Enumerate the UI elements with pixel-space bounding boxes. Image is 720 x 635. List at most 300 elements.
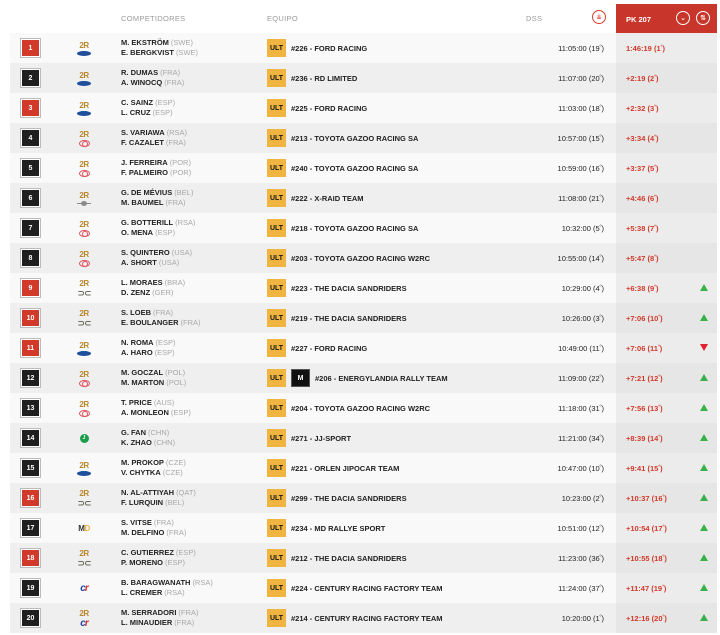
- 2r-logo-icon: 2R: [79, 549, 89, 558]
- driver-name[interactable]: N. AL-ATTIYAH: [121, 488, 175, 497]
- 2r-logo-icon: 2R: [79, 190, 89, 200]
- toyota-logo-icon: [79, 410, 90, 417]
- checkpoint-time: +2:19 $(2^º)$: [626, 74, 659, 83]
- vehicle-logos: [72, 306, 96, 330]
- team-cell: [267, 129, 418, 147]
- checkpoint-time: +10:55 $(18^º)$: [626, 554, 667, 563]
- driver-nationality: (ESP): [155, 98, 176, 107]
- team-name: #271 - JJ-SPORT: [291, 433, 352, 443]
- dacia-logo-icon: ⊃⊂: [77, 288, 91, 298]
- 2r-logo-icon: 2R: [79, 399, 89, 409]
- codriver-nationality: (FRA): [166, 528, 187, 537]
- competitors: [121, 248, 192, 268]
- checkpoint-time: +8:39 $(14^º)$: [626, 434, 663, 443]
- table-row[interactable]: [10, 363, 717, 393]
- competitors: [121, 188, 193, 208]
- table-row[interactable]: [10, 333, 717, 363]
- trend-up-icon: [700, 614, 708, 621]
- rank-badge: 4: [21, 129, 40, 147]
- rank-badge: 15: [21, 459, 40, 477]
- dacia-logo-icon: ⊃⊂: [77, 318, 91, 328]
- vehicle-logos: [72, 426, 96, 450]
- team-cell: [267, 519, 385, 537]
- codriver-name[interactable]: A. HARO: [121, 348, 153, 357]
- category-badge: ULT: [267, 609, 286, 627]
- vehicle-logos: [72, 216, 96, 240]
- team-name: #214 - CENTURY RACING FACTORY TEAM: [291, 613, 443, 623]
- team-cell: [267, 549, 407, 567]
- competitors: [121, 278, 185, 298]
- rank-badge: 7: [21, 219, 40, 237]
- checkpoint-time: +7:21 $(12^º)$: [626, 374, 663, 383]
- team-cell: [267, 399, 430, 417]
- ford-logo-icon: [77, 111, 91, 116]
- table-row[interactable]: [10, 33, 717, 63]
- mini-logo-icon: [77, 201, 91, 206]
- vehicle-logos: [72, 606, 96, 630]
- trend-up-icon: [700, 554, 708, 561]
- ford-logo-icon: [77, 351, 91, 356]
- team-name: #224 - CENTURY RACING FACTORY TEAM: [291, 583, 443, 593]
- ford-logo-icon: [77, 81, 91, 86]
- checkpoint-time: +10:37 $(16^º)$: [626, 494, 667, 503]
- checkpoint-time: +6:38 $(9^º)$: [626, 284, 659, 293]
- dss-sort-icon[interactable]: ⇊: [592, 10, 606, 24]
- table-row[interactable]: [10, 183, 717, 213]
- codriver-name[interactable]: F. PALMEIRO: [121, 168, 168, 177]
- codriver-name[interactable]: M. BAUMEL: [121, 198, 164, 207]
- driver-nationality: (FRA): [178, 608, 199, 617]
- trend-up-icon: [700, 314, 708, 321]
- dss-time: 11:18:00 $(31^º)$: [558, 404, 604, 413]
- jj-logo-icon: J: [80, 434, 89, 443]
- 2r-logo-icon: 2R: [79, 70, 89, 80]
- 2r-logo-icon: 2R: [79, 608, 89, 618]
- team-cell: [267, 429, 351, 447]
- rank-badge: 5: [21, 159, 40, 177]
- 2r-logo-icon: 2R: [79, 249, 89, 259]
- dss-time: 10:59:00 $(16^º)$: [557, 164, 604, 173]
- trend-down-icon: [700, 344, 708, 351]
- team-name: #234 - MD RALLYE SPORT: [291, 523, 386, 533]
- team-cell: [267, 279, 407, 297]
- driver-nationality: (AUS): [153, 398, 175, 407]
- codriver-name[interactable]: L. CRUZ: [121, 108, 151, 117]
- competitors: [121, 128, 187, 148]
- table-row[interactable]: [10, 93, 717, 123]
- rank-badge: 16: [21, 489, 40, 507]
- dss-time: 10:51:00 $(12^º)$: [557, 524, 604, 533]
- dss-time: 10:20:00 $(1^º)$: [561, 614, 604, 623]
- codriver-nationality: (POR): [169, 168, 192, 177]
- table-row[interactable]: [10, 153, 717, 183]
- category-badge: ULT: [267, 369, 286, 387]
- column-header-team: EQUIPO: [267, 14, 298, 23]
- rank-badge: 18: [21, 549, 40, 567]
- 2r-logo-icon: 2R: [79, 40, 89, 50]
- driver-nationality: (RSA): [192, 578, 213, 587]
- rank-badge: 10: [21, 309, 40, 327]
- rank-badge: 19: [21, 579, 40, 597]
- team-name: #212 - THE DACIA SANDRIDERS: [291, 553, 407, 563]
- team-cell: [267, 249, 430, 267]
- checkpoint-time: +3:37 $(5^º)$: [626, 164, 659, 173]
- category-badge: ULT: [267, 579, 286, 597]
- table-row[interactable]: [10, 513, 717, 543]
- 2r-logo-icon: 2R: [79, 129, 89, 139]
- codriver-nationality: (ESP): [170, 408, 191, 417]
- table-row[interactable]: [10, 393, 717, 423]
- driver-nationality: (POR): [169, 158, 191, 167]
- team-cell: [267, 159, 418, 177]
- codriver-nationality: (FRA): [180, 318, 201, 327]
- vehicle-logos: [72, 396, 96, 420]
- rank-badge: 1: [21, 39, 40, 57]
- category-badge: ULT: [267, 249, 286, 267]
- trend-up-icon: [700, 284, 708, 291]
- team-cell: [267, 219, 418, 237]
- codriver-nationality: (FRA): [165, 138, 186, 147]
- vehicle-logos: [72, 66, 96, 90]
- competitors: [121, 488, 196, 508]
- secondary-badge: M: [291, 369, 310, 387]
- team-name: #225 - FORD RACING: [291, 103, 368, 113]
- rank-badge: 17: [21, 519, 40, 537]
- 2r-logo-icon: 2R: [79, 489, 89, 498]
- driver-name[interactable]: L. MORAES: [121, 278, 163, 287]
- toyota-logo-icon: [79, 140, 90, 147]
- team-name: #223 - THE DACIA SANDRIDERS: [291, 283, 407, 293]
- ford-logo-icon: [77, 51, 91, 56]
- 2r-logo-icon: 2R: [79, 309, 89, 318]
- competitors: [121, 158, 191, 178]
- driver-nationality: (SWE): [170, 38, 194, 47]
- team-cell: [267, 39, 367, 57]
- driver-name[interactable]: M. PROKOP: [121, 458, 164, 467]
- checkpoint-header: [616, 4, 717, 33]
- category-badge: ULT: [267, 459, 286, 477]
- driver-name[interactable]: B. BARAGWANATH: [121, 578, 191, 587]
- rank-badge: 14: [21, 429, 40, 447]
- dacia-logo-icon: ⊃⊂: [77, 558, 91, 568]
- codriver-name[interactable]: A. WINOCQ: [121, 78, 163, 87]
- team-name: #213 - TOYOTA GAZOO RACING SA: [291, 133, 419, 143]
- codriver-name[interactable]: F. LURQUIN: [121, 498, 164, 507]
- driver-nationality: (QAT): [176, 488, 196, 497]
- driver-nationality: (ESP): [155, 338, 176, 347]
- codriver-name[interactable]: M. DELFINO: [121, 528, 165, 537]
- table-row[interactable]: [10, 213, 717, 243]
- competitors: [121, 98, 175, 118]
- table-row[interactable]: [10, 573, 717, 603]
- vehicle-logos: [72, 336, 96, 360]
- rank-badge: 3: [21, 99, 40, 117]
- trend-up-icon: [700, 404, 708, 411]
- competitors: [121, 38, 198, 58]
- category-badge: ULT: [267, 39, 286, 57]
- 2r-logo-icon: 2R: [79, 369, 89, 379]
- codriver-name[interactable]: K. ZHAO: [121, 438, 152, 447]
- dss-time: 10:32:00 $(5^º)$: [561, 224, 604, 233]
- dss-time: 11:07:00 $(20^º)$: [558, 74, 604, 83]
- category-badge: ULT: [267, 519, 286, 537]
- trend-up-icon: [700, 494, 708, 501]
- driver-name[interactable]: S. LOEB: [121, 308, 152, 317]
- md-logo-icon: MD: [78, 523, 90, 533]
- competitors: [121, 338, 176, 358]
- driver-nationality: (FRA): [153, 308, 174, 317]
- codriver-nationality: (POL): [166, 378, 187, 387]
- driver-name[interactable]: J. FERREIRA: [121, 158, 168, 167]
- checkpoint-time: +7:06 $(10^º)$: [626, 314, 663, 323]
- trend-up-icon: [700, 584, 708, 591]
- driver-name[interactable]: M. SERRADORI: [121, 608, 177, 617]
- table-row[interactable]: [10, 423, 717, 453]
- team-cell: [267, 609, 443, 627]
- codriver-name[interactable]: E. BOULANGER: [121, 318, 179, 327]
- checkpoint-time: +4:46 $(6^º)$: [626, 194, 659, 203]
- trend-up-icon: [700, 434, 708, 441]
- trend-up-icon: [700, 374, 708, 381]
- category-badge: ULT: [267, 429, 286, 447]
- team-name: #221 - ORLEN JIPOCAR TEAM: [291, 463, 400, 473]
- codriver-name[interactable]: V. CHYTKA: [121, 468, 161, 477]
- driver-name[interactable]: N. ROMA: [121, 338, 154, 347]
- table-header: [0, 0, 720, 33]
- codriver-nationality: (GER): [152, 288, 174, 297]
- rank-badge: 8: [21, 249, 40, 267]
- checkpoint-label: PK 207: [626, 15, 652, 24]
- competitors: [121, 608, 198, 628]
- team-name: #222 - X-RAID TEAM: [291, 193, 364, 203]
- team-name: #204 - TOYOTA GAZOO RACING W2RC: [291, 403, 431, 413]
- table-row[interactable]: [10, 543, 717, 573]
- team-name: #236 - RD LIMITED: [291, 73, 358, 83]
- 2r-logo-icon: 2R: [79, 279, 89, 288]
- table-row[interactable]: [10, 273, 717, 303]
- driver-nationality: (BEL): [174, 188, 194, 197]
- checkpoint-time: +10:54 $(17^º)$: [626, 524, 667, 533]
- team-cell: [267, 189, 364, 207]
- category-badge: ULT: [267, 129, 286, 147]
- table-row[interactable]: [10, 483, 717, 513]
- table-row[interactable]: [10, 453, 717, 483]
- team-name: #218 - TOYOTA GAZOO RACING SA: [291, 223, 419, 233]
- vehicle-logos: [72, 276, 96, 300]
- codriver-name[interactable]: O. MENA: [121, 228, 154, 237]
- checkpoint-time: +9:41 $(15^º)$: [626, 464, 663, 473]
- codriver-nationality: (CHN): [153, 438, 176, 447]
- dacia-logo-icon: ⊃⊂: [77, 498, 91, 508]
- team-cell: [267, 339, 367, 357]
- checkpoint-time: +5:38 $(7^º)$: [626, 224, 659, 233]
- codriver-name[interactable]: L. MINAUDIER: [121, 618, 173, 627]
- dss-time: 10:49:00 $(11^º)$: [558, 344, 604, 353]
- codriver-nationality: (FRA): [164, 78, 185, 87]
- column-header-competitors: COMPETIDORES: [121, 14, 186, 23]
- driver-nationality: (FRA): [160, 68, 181, 77]
- team-cell: [267, 99, 367, 117]
- codriver-name[interactable]: D. ZENZ: [121, 288, 151, 297]
- codriver-nationality: (ESP): [152, 108, 173, 117]
- 2r-logo-icon: 2R: [79, 340, 89, 350]
- category-badge: ULT: [267, 309, 286, 327]
- driver-name[interactable]: M. GOCZAL: [121, 368, 164, 377]
- table-row[interactable]: [10, 63, 717, 93]
- team-name: #240 - TOYOTA GAZOO RACING SA: [291, 163, 419, 173]
- toyota-logo-icon: [79, 170, 90, 177]
- team-name: #219 - THE DACIA SANDRIDERS: [291, 313, 407, 323]
- rank-badge: 6: [21, 189, 40, 207]
- category-badge: ULT: [267, 99, 286, 117]
- dss-time: 11:23:00 $(36^º)$: [558, 554, 604, 563]
- dss-time: 10:26:00 $(3^º)$: [561, 314, 604, 323]
- competitors: [121, 578, 213, 598]
- chevron-down-icon[interactable]: ⌄: [676, 11, 690, 25]
- driver-name[interactable]: S. VARIAWA: [121, 128, 165, 137]
- category-badge: ULT: [267, 549, 286, 567]
- driver-nationality: (CZE): [165, 458, 186, 467]
- driver-nationality: (BRA): [164, 278, 186, 287]
- checkpoint-time: +3:34 $(4^º)$: [626, 134, 659, 143]
- driver-name[interactable]: S. VITSE: [121, 518, 152, 527]
- codriver-nationality: (SWE): [175, 48, 199, 57]
- codriver-name[interactable]: L. CREMER: [121, 588, 163, 597]
- team-cell: [267, 459, 399, 477]
- codriver-nationality: (FRA): [174, 618, 195, 627]
- toyota-logo-icon: [79, 230, 90, 237]
- table-row[interactable]: [10, 243, 717, 273]
- team-cell: [267, 489, 407, 507]
- rank-badge: 13: [21, 399, 40, 417]
- table-row[interactable]: [10, 603, 717, 633]
- codriver-name[interactable]: P. MORENO: [121, 558, 163, 567]
- table-row[interactable]: [10, 303, 717, 333]
- competitors: [121, 548, 196, 568]
- trend-up-icon: [700, 464, 708, 471]
- driver-nationality: (RSA): [175, 218, 196, 227]
- driver-nationality: (CHN): [148, 428, 170, 437]
- rank-badge: 12: [21, 369, 40, 387]
- competitors: [121, 458, 186, 478]
- rank-badge: 9: [21, 279, 40, 297]
- team-name: #299 - THE DACIA SANDRIDERS: [291, 493, 407, 503]
- codriver-name[interactable]: F. CAZALET: [121, 138, 164, 147]
- vehicle-logos: [72, 126, 96, 150]
- category-badge: ULT: [267, 219, 286, 237]
- driver-nationality: (FRA): [153, 518, 174, 527]
- codriver-nationality: (BEL): [165, 498, 185, 507]
- competitors: [121, 518, 186, 538]
- sort-list-icon[interactable]: ⇅: [696, 11, 710, 25]
- codriver-name[interactable]: M. MARTON: [121, 378, 165, 387]
- driver-nationality: (POL): [165, 368, 186, 377]
- dss-time: 11:03:00 $(18^º)$: [558, 104, 604, 113]
- 2r-logo-icon: 2R: [79, 460, 89, 470]
- codriver-nationality: (USA): [158, 258, 180, 267]
- vehicle-logos: [72, 546, 96, 570]
- codriver-name[interactable]: A. SHORT: [121, 258, 157, 267]
- codriver-nationality: (ESP): [164, 558, 185, 567]
- codriver-nationality: (FRA): [165, 198, 186, 207]
- vehicle-logos: [72, 576, 96, 600]
- 2r-logo-icon: 2R: [79, 159, 89, 169]
- category-badge: ULT: [267, 69, 286, 87]
- team-cell: [267, 579, 443, 597]
- ford-logo-icon: [77, 471, 91, 476]
- 2r-logo-icon: 2R: [79, 219, 89, 229]
- driver-nationality: (USA): [171, 248, 193, 257]
- competitors: [121, 428, 175, 448]
- category-badge: ULT: [267, 489, 286, 507]
- codriver-name[interactable]: A. MONLEON: [121, 408, 169, 417]
- driver-name[interactable]: T. PRICE: [121, 398, 152, 407]
- rank-badge: 20: [21, 609, 40, 627]
- results-table: [10, 33, 717, 633]
- team-cell: [267, 369, 448, 387]
- century-logo-icon: cr: [80, 582, 88, 594]
- driver-name[interactable]: G. BOTTERILL: [121, 218, 174, 227]
- dss-time: 11:21:00 $(34^º)$: [558, 434, 604, 443]
- driver-name[interactable]: M. EKSTRÖM: [121, 38, 169, 47]
- checkpoint-time: +5:47 $(8^º)$: [626, 254, 659, 263]
- codriver-name[interactable]: E. BERGKVIST: [121, 48, 174, 57]
- driver-name[interactable]: C. GUTIERREZ: [121, 548, 174, 557]
- trend-up-icon: [700, 524, 708, 531]
- vehicle-logos: [72, 186, 96, 210]
- codriver-nationality: (CZE): [162, 468, 183, 477]
- competitors: [121, 398, 191, 418]
- vehicle-logos: [72, 366, 96, 390]
- team-name: #226 - FORD RACING: [291, 43, 368, 53]
- driver-name[interactable]: R. DUMAS: [121, 68, 159, 77]
- category-badge: ULT: [267, 399, 286, 417]
- driver-nationality: (ESP): [175, 548, 196, 557]
- category-badge: ULT: [267, 189, 286, 207]
- vehicle-logos: [72, 456, 96, 480]
- vehicle-logos: [72, 516, 96, 540]
- team-cell: [267, 69, 357, 87]
- team-name: #206 - ENERGYLANDIA RALLY TEAM: [315, 373, 448, 383]
- driver-name[interactable]: G. FAN: [121, 428, 147, 437]
- vehicle-logos: [72, 486, 96, 510]
- competitors: [121, 218, 196, 238]
- column-header-dss: DSS: [526, 14, 543, 23]
- dss-time: 10:29:00 $(4^º)$: [561, 284, 604, 293]
- dss-time: 10:57:00 $(15^º)$: [557, 134, 604, 143]
- category-badge: ULT: [267, 339, 286, 357]
- vehicle-logos: [72, 246, 96, 270]
- dss-time: 11:09:00 $(22^º)$: [558, 374, 604, 383]
- codriver-nationality: (ESP): [155, 228, 176, 237]
- toyota-logo-icon: [79, 260, 90, 267]
- checkpoint-time: 1:46:19 $(1^º)$: [626, 44, 665, 53]
- table-row[interactable]: [10, 123, 717, 153]
- competitors: [121, 368, 186, 388]
- rank-badge: 2: [21, 69, 40, 87]
- dss-time: 10:47:00 $(10^º)$: [557, 464, 604, 473]
- dss-time: 10:55:00 $(14^º)$: [557, 254, 604, 263]
- dss-time: 11:24:00 $(37^º)$: [558, 584, 604, 593]
- checkpoint-time: +11:47 $(19^º)$: [626, 584, 667, 593]
- team-name: #203 - TOYOTA GAZOO RACING W2RC: [291, 253, 431, 263]
- driver-name[interactable]: S. QUINTERO: [121, 248, 170, 257]
- driver-name[interactable]: C. SAINZ: [121, 98, 154, 107]
- codriver-nationality: (RSA): [164, 588, 185, 597]
- driver-name[interactable]: G. DE MÉVIUS: [121, 188, 173, 197]
- toyota-logo-icon: [79, 380, 90, 387]
- vehicle-logos: [72, 36, 96, 60]
